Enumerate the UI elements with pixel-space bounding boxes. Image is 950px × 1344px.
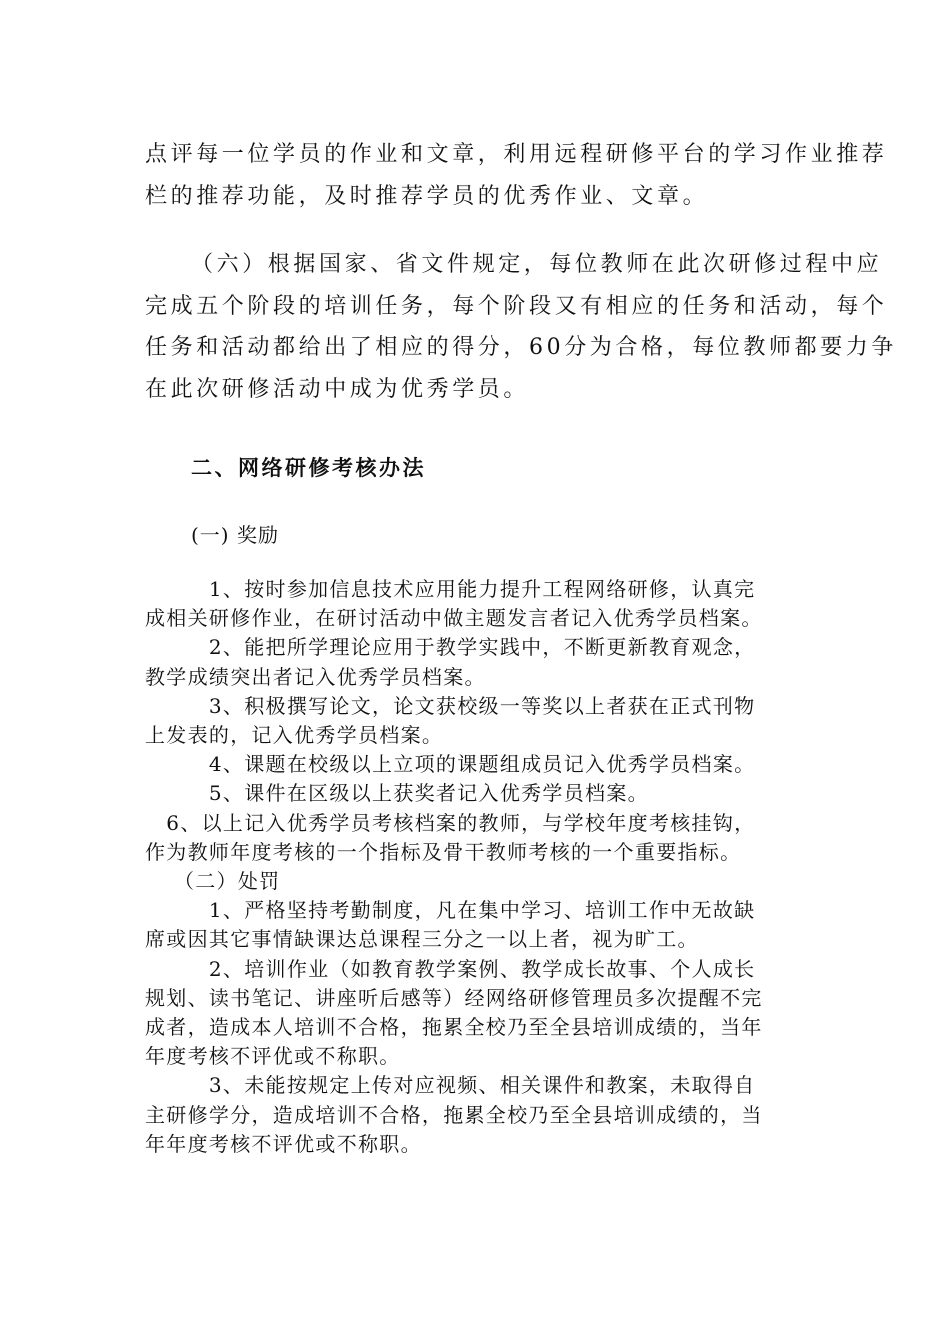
list-line: 成相关研修作业，在研讨活动中做主题发言者记入优秀学员档案。 bbox=[145, 606, 763, 631]
list-line: 上发表的，记入优秀学员档案。 bbox=[145, 723, 444, 748]
intro-paragraph bbox=[145, 134, 888, 217]
paragraph-line: 点评每一位学员的作业和文章，利用远程研修平台的学习作业推荐 bbox=[145, 142, 888, 167]
list-line: 3、积极撰写论文，论文获校级一等奖以上者获在正式刊物 bbox=[145, 693, 756, 718]
list-line: 席或因其它事情缺课达总课程三分之一以上者，视为旷工。 bbox=[145, 927, 699, 952]
list-line: 年度考核不评优或不称职。 bbox=[145, 1044, 401, 1069]
section-heading: 二、网络研修考核办法 bbox=[191, 455, 426, 480]
list-line: 6、以上记入优秀学员考核档案的教师，与学校年度考核挂钩， bbox=[145, 810, 756, 835]
list-line: 年年度考核不评优或不称职。 bbox=[145, 1131, 422, 1156]
paragraph-line: 在此次研修活动中成为优秀学员。 bbox=[145, 376, 530, 402]
list-line: 主研修学分，造成培训不合格，拖累全校乃至全县培训成绩的，当 bbox=[145, 1102, 763, 1127]
list-line: 规划、读书笔记、讲座听后感等）经网络研修管理员多次提醒不完 bbox=[145, 985, 763, 1010]
reward-and-penalty-list bbox=[145, 575, 805, 1159]
paragraph-line: 完成五个阶段的培训任务，每个阶段又有相应的任务和活动，每个 bbox=[145, 293, 888, 319]
paragraph-line: 栏的推荐功能，及时推荐学员的优秀作业、文章。 bbox=[145, 183, 709, 209]
section-six-paragraph bbox=[145, 244, 897, 410]
subheading-reward: (一) 奖励 bbox=[191, 523, 279, 547]
list-line: 5、课件在区级以上获奖者记入优秀学员档案。 bbox=[145, 781, 649, 806]
list-line: 1、严格坚持考勤制度，凡在集中学习、培训工作中无故缺 bbox=[145, 898, 756, 923]
list-line: （二）处罚 bbox=[145, 869, 281, 894]
list-line: 1、按时参加信息技术应用能力提升工程网络研修，认真完 bbox=[145, 577, 756, 601]
paragraph-line: （六）根据国家、省文件规定，每位教师在此次研修过程中应 bbox=[191, 252, 883, 277]
list-line: 3、未能按规定上传对应视频、相关课件和教案，未取得自 bbox=[145, 1073, 756, 1098]
list-line: 作为教师年度考核的一个指标及骨干教师考核的一个重要指标。 bbox=[145, 839, 742, 864]
list-line: 教学成绩突出者记入优秀学员档案。 bbox=[145, 664, 486, 689]
list-line: 2、能把所学理论应用于教学实践中，不断更新教育观念， bbox=[145, 635, 756, 660]
list-line: 成者，造成本人培训不合格，拖累全校乃至全县培训成绩的，当年 bbox=[145, 1015, 763, 1040]
list-line: 2、培训作业（如教育教学案例、教学成长故事、个人成长 bbox=[145, 956, 756, 981]
list-line: 4、课题在校级以上立项的课题组成员记入优秀学员档案。 bbox=[145, 752, 756, 777]
paragraph-line: 任务和活动都给出了相应的得分，60分为合格，每位教师都要力争 bbox=[145, 335, 897, 360]
